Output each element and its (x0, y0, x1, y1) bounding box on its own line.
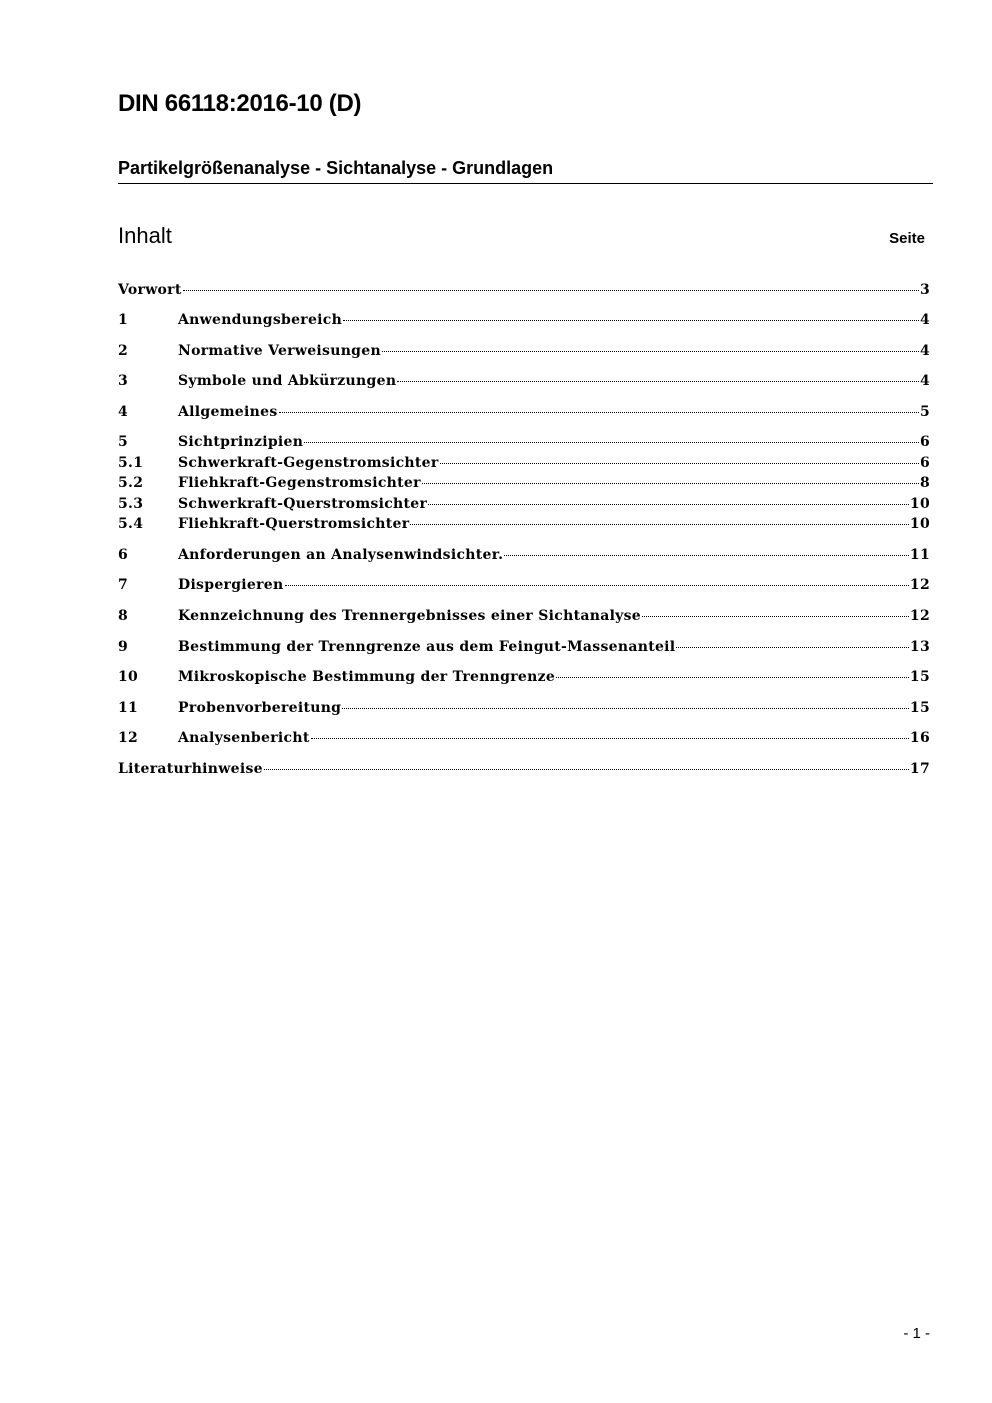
toc-entry-5-1[interactable] (118, 453, 930, 473)
toc-entry-number: 5.1 (118, 455, 144, 471)
toc-entry-text: Mikroskopische Bestimmung der Trenngrenze (178, 669, 556, 685)
toc-entry-text: Kennzeichnung des Trennergebnisses einer Sichtanalyse (178, 608, 642, 624)
toc-entry-text: Anforderungen an Analysenwindsichter. (178, 547, 504, 563)
toc-entry-number: 7 (118, 577, 129, 593)
toc-entry-page: 5 (919, 404, 930, 420)
toc-entry-page: 10 (909, 516, 930, 532)
toc-entry-number: 6 (118, 547, 129, 563)
toc-entry-page: 17 (909, 761, 930, 777)
toc-entry-page: 6 (919, 434, 930, 450)
toc-heading: Inhalt (118, 223, 172, 248)
page-number: - 1 - (903, 1325, 930, 1342)
toc-entry-text: Anwendungsbereich (178, 312, 343, 328)
toc-dot-leader (382, 351, 919, 352)
toc-page-column-label: Seite (889, 230, 925, 247)
toc-entry-number: 5 (118, 434, 129, 450)
toc-entry-number: 4 (118, 404, 129, 420)
toc-entry-page: 4 (919, 373, 930, 389)
toc-dot-leader (343, 320, 919, 321)
toc-entry-page: 4 (919, 343, 930, 359)
toc-dot-leader (556, 677, 909, 678)
document-subtitle: Partikelgrößenanalyse - Sichtanalyse - Grundlagen (118, 158, 554, 178)
toc-entry-2[interactable] (118, 341, 930, 361)
toc-dot-leader (264, 769, 909, 770)
toc-dot-leader (311, 738, 909, 739)
toc-entry-page: 12 (909, 577, 930, 593)
toc-entry-7[interactable] (118, 575, 930, 595)
toc-entry-8[interactable] (118, 606, 930, 626)
toc-entry-number: 3 (118, 373, 129, 389)
toc-entry-number: 10 (118, 669, 139, 685)
toc-dot-leader (183, 290, 919, 291)
toc-entry-text: Dispergieren (178, 577, 284, 593)
toc-entry-page: 11 (909, 547, 930, 563)
toc-entry-page: 6 (919, 455, 930, 471)
toc-entry-page: 15 (909, 669, 930, 685)
toc-entry-vorwort[interactable] (118, 280, 930, 300)
toc-entry-number: 5.3 (118, 496, 144, 512)
toc-entry-5[interactable] (118, 432, 930, 452)
toc-entry-number: 11 (118, 700, 139, 716)
toc-entry-5-2[interactable] (118, 473, 930, 493)
toc-entry-number: 5.2 (118, 475, 144, 491)
document-title: DIN 66118:2016-10 (D) (118, 90, 362, 117)
toc-entry-text: Bestimmung der Trenngrenze aus dem Feingut-Massenanteil (178, 639, 676, 655)
toc-entry-5-3[interactable] (118, 494, 930, 514)
toc-dot-leader (285, 585, 909, 586)
toc-entry-6[interactable] (118, 545, 930, 565)
toc-dot-leader (410, 524, 909, 525)
toc-entry-number: 8 (118, 608, 129, 624)
toc-entry-page: 10 (909, 496, 930, 512)
toc-entry-number: 1 (118, 312, 129, 328)
toc-entry-page: 4 (919, 312, 930, 328)
toc-entry-page: 12 (909, 608, 930, 624)
toc-dot-leader (304, 442, 919, 443)
toc-entry-4[interactable] (118, 402, 930, 422)
toc-entry-text: Fliehkraft-Gegenstromsichter (178, 475, 421, 491)
toc-entry-text: Allgemeines (178, 404, 278, 420)
toc-entry-text: Analysenbericht (178, 730, 310, 746)
toc-dot-leader (642, 616, 909, 617)
toc-dot-leader (397, 381, 919, 382)
toc-entry-text: Literaturhinweise (118, 761, 263, 777)
toc-entry-number: 9 (118, 639, 129, 655)
toc-entry-text: Sichtprinzipien (178, 434, 304, 450)
toc-entry-1[interactable] (118, 310, 930, 330)
toc-dot-leader (428, 504, 909, 505)
toc-entry-text: Schwerkraft-Gegenstromsichter (178, 455, 439, 471)
toc-entry-page: 3 (919, 282, 930, 298)
subtitle-divider (118, 183, 933, 184)
toc-entry-text: Fliehkraft-Querstromsichter (178, 516, 410, 532)
toc-entry-9[interactable] (118, 637, 930, 657)
toc-entry-12[interactable] (118, 728, 930, 748)
toc-entry-11[interactable] (118, 698, 930, 718)
toc-entry-page: 15 (909, 700, 930, 716)
toc-entry-text: Probenvorbereitung (178, 700, 342, 716)
toc-entry-literaturhinweise[interactable] (118, 759, 930, 779)
toc-dot-leader (422, 483, 919, 484)
toc-entry-number: 2 (118, 343, 129, 359)
toc-entry-10[interactable] (118, 667, 930, 687)
toc-entry-page: 8 (919, 475, 930, 491)
toc-dot-leader (440, 463, 919, 464)
toc-entry-5-4[interactable] (118, 514, 930, 534)
toc-dot-leader (342, 708, 909, 709)
toc-entry-3[interactable] (118, 371, 930, 391)
toc-dot-leader (676, 647, 908, 648)
toc-entry-number: 5.4 (118, 516, 144, 532)
toc-entry-text: Vorwort (118, 282, 182, 298)
toc-entry-page: 13 (909, 639, 930, 655)
toc-entry-number: 12 (118, 730, 139, 746)
toc-dot-leader (504, 555, 909, 556)
toc-entry-text: Schwerkraft-Querstromsichter (178, 496, 428, 512)
toc-entry-page: 16 (909, 730, 930, 746)
toc-entry-text: Normative Verweisungen (178, 343, 381, 359)
toc-dot-leader (279, 412, 919, 413)
toc-entry-text: Symbole und Abkürzungen (178, 373, 397, 389)
